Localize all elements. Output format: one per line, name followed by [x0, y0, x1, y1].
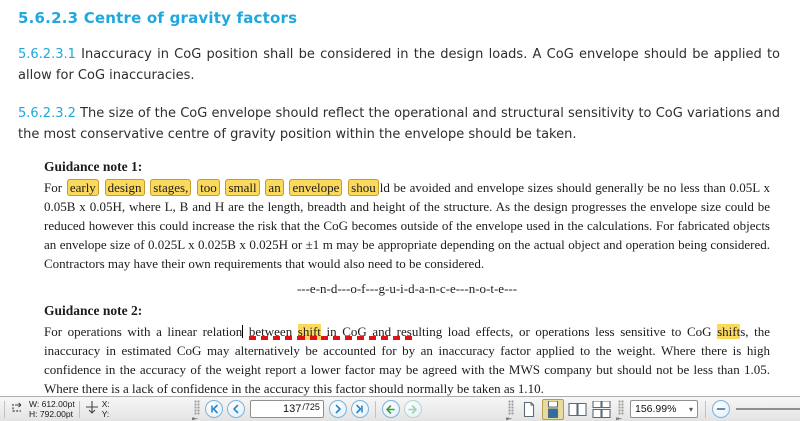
page-number-field — [250, 400, 324, 418]
end-of-guidance-note-marker: ---e-n-d---o-f---g-u-i-d-a-n-c-e---n-o-t-e--- — [296, 281, 518, 296]
zoom-level-combobox[interactable] — [630, 400, 698, 418]
separator — [705, 401, 706, 418]
toolbar-grip[interactable] — [508, 400, 514, 415]
cursor-position-readout — [102, 399, 110, 419]
view-controls-group — [503, 397, 800, 421]
separator — [375, 401, 376, 418]
toolbar-grip[interactable] — [194, 400, 200, 415]
section-heading-title: Centre of gravity factors — [83, 9, 298, 27]
crosshair-icon — [85, 400, 99, 419]
next-page-button[interactable] — [329, 400, 347, 418]
page-navigation-group — [189, 397, 424, 421]
two-page-continuous-layout-button[interactable] — [590, 399, 612, 420]
paragraph-text: Inaccuracy in CoG position shall be considered in the design loads. A CoG envelope should be applied to allow for CoG inaccuracies. — [18, 47, 780, 83]
page-height-label: H: 792.00pt — [29, 409, 73, 419]
status-bar — [0, 396, 800, 421]
statusbar-left-group — [0, 397, 110, 421]
chevron-down-icon: ▾ — [688, 404, 693, 414]
last-page-button[interactable] — [351, 400, 369, 418]
go-back-button[interactable] — [382, 400, 400, 418]
cursor-x-label: X: — [101, 399, 110, 409]
first-page-button[interactable] — [205, 400, 223, 418]
guidance-note-title: Guidance note 2: — [44, 303, 143, 318]
cursor-y-label: Y: — [101, 409, 110, 419]
page-total-label: /725 — [302, 402, 320, 412]
paragraph-5.6.2.3.1 — [18, 44, 780, 86]
paragraph-text: The size of the CoG envelope should reflect the operational and structural sensitivity to CoG variations and the most conservative centre of gravity position within the envelope should be taken. — [18, 106, 780, 142]
section-heading-number: 5.6.2.3 — [18, 9, 79, 27]
zoom-out-button[interactable] — [712, 400, 730, 418]
zoom-level-value: 156.99% — [635, 403, 677, 415]
guidance-note-2 — [44, 303, 770, 396]
page-size-readout — [29, 399, 75, 419]
paragraph-number: 5.6.2.3.1 — [18, 47, 76, 62]
guidance-note-title: Guidance note 1: — [44, 159, 143, 174]
go-forward-button[interactable] — [404, 400, 422, 418]
previous-page-button[interactable] — [227, 400, 245, 418]
paragraph-5.6.2.3.2 — [18, 103, 780, 145]
guidance-note-body: For early design stages, too small an envelope shou ld be avoided and envelope sizes should generally be no less than 0.05L x 0.05B x 0.05H, where L, B and H are the length, breadth and height of the structure. As the design progresses the envelope size could be reduced however this could increase the risk that the CoG becomes outside of the envelope used in the calculations. For fabricated objects an envelope size of 0.025L x 0.025B x 0.025H or ±1 m may be appropriate depending on the actual object and operation being considered. Contractors may have their own requirements that would also need to be considered. — [44, 180, 771, 271]
page-size-icon — [11, 399, 26, 419]
page-width-label: W: 612.00pt — [29, 399, 75, 409]
single-page-layout-button[interactable] — [518, 399, 540, 420]
continuous-layout-button[interactable] — [542, 399, 564, 420]
zoom-slider[interactable] — [736, 408, 800, 410]
page-number-input[interactable] — [267, 403, 301, 415]
separator — [4, 401, 5, 418]
two-page-layout-button[interactable] — [566, 399, 588, 420]
toolbar-grip[interactable] — [618, 400, 624, 415]
paragraph-number: 5.6.2.3.2 — [18, 106, 76, 121]
guidance-note-body: For operations with a linear relation between shift in CoG and resulting load effects, or operations less sensitive to CoG shifts, the inaccuracy in estimated CoG may alternatively be accounted for by an inaccuracy factor applied to the weight. Where there is high confidence in the accuracy of the weight report a lower factor may be agreed with the MWS company but should not be less than 1.05. Where there is a lack of confidence in the accuracy this factor should normally be taken as 1.10. — [44, 324, 771, 396]
separator — [79, 401, 80, 418]
section-heading — [18, 9, 782, 27]
guidance-note-1 — [44, 159, 770, 297]
